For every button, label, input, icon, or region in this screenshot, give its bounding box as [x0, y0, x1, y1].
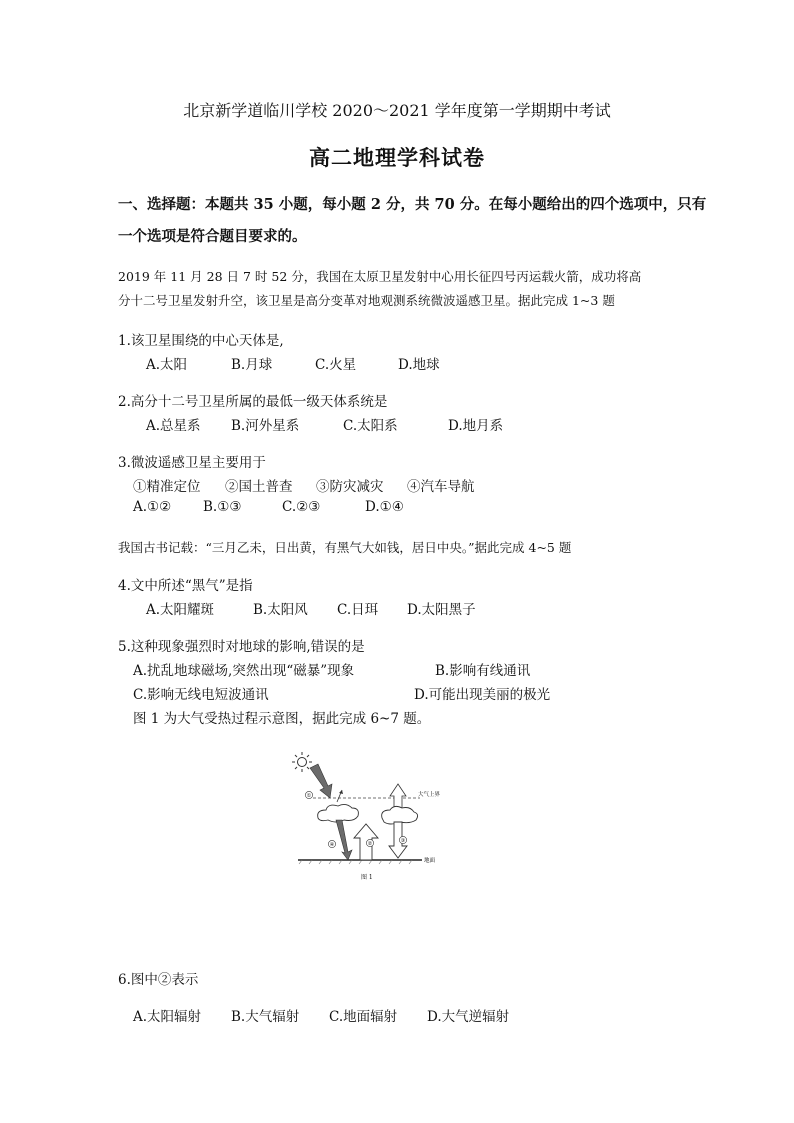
question-5-stem: 5.这种现象强烈时对地球的影响,错误的是: [118, 639, 365, 655]
sun-icon: [292, 752, 312, 772]
question-6-option-c: C.地面辐射: [329, 1009, 398, 1025]
question-4-stem: 4.文中所述“黑气”是指: [118, 578, 253, 594]
marker-1: ①: [306, 793, 312, 799]
question-5-option-b: B.影响有线通讯: [435, 663, 531, 679]
question-3-item-4: ④汽车导航: [407, 479, 475, 495]
question-5-option-d: D.可能出现美丽的极光: [414, 687, 551, 703]
question-6-option-d: D.大气逆辐射: [427, 1009, 510, 1025]
cloud-right: [382, 806, 418, 824]
question-3-item-3: ③防灾减灾: [316, 479, 384, 495]
passage-1-line-1: 2019 年 11 月 28 日 7 时 52 分，我国在太原卫星发射中心用长征四号丙运载火箭，成功将高: [118, 269, 642, 284]
atmosphere-heating-diagram: [290, 748, 460, 878]
section-line-1: 一、选择题：本题共 35 小题，每小题 2 分，共 70 分。在每小题给出的四个选项中，只有: [118, 196, 707, 213]
question-4-option-c: C.日珥: [337, 602, 379, 618]
passage-1-line-2: 分十二号卫星发射升空，该卫星是高分变革对地观测系统微波遥感卫星。据此完成 1~3 题: [118, 293, 615, 308]
question-6-option-b: B.大气辐射: [231, 1009, 300, 1025]
question-3-option-a: A.①②: [133, 499, 172, 515]
marker-4: ④: [329, 842, 335, 848]
label-ground: 地面: [424, 858, 436, 864]
question-2-option-d: D.地月系: [448, 418, 504, 434]
question-2-option-c: C.太阳系: [343, 418, 398, 434]
section-line-2: 一个选项是符合题目要求的。: [118, 228, 307, 245]
question-2-option-a: A.总星系: [146, 418, 201, 434]
question-3-option-d: D.①④: [365, 499, 404, 515]
question-6-option-a: A.太阳辐射: [133, 1009, 202, 1025]
question-5-option-c: C.影响无线电短波通讯: [133, 687, 269, 703]
question-3-item-1: ①精准定位: [133, 479, 201, 495]
question-4-option-b: B.太阳风: [253, 602, 308, 618]
question-2-option-b: B.河外星系: [231, 418, 300, 434]
question-2-stem: 2.高分十二号卫星所属的最低一级天体系统是: [118, 394, 388, 410]
question-6-stem: 6.图中②表示: [118, 972, 199, 988]
question-3-option-b: B.①③: [203, 499, 242, 515]
question-1-option-c: C.火星: [315, 357, 357, 373]
question-3-stem: 3.微波遥感卫星主要用于: [118, 455, 266, 471]
label-atmosphere-top: 大气上界: [418, 792, 441, 798]
question-4-option-d: D.太阳黑子: [407, 602, 476, 618]
school-line: 北京新学道临川学校 2020～2021 学年度第一学期期中考试: [183, 101, 611, 120]
passage-3: 图 1 为大气受热过程示意图，据此完成 6~7 题。: [133, 711, 431, 727]
cloud-left: [318, 804, 359, 822]
passage-2: 我国古书记载：“三月乙未，日出黄，有黑气大如钱，居日中央。”据此完成 4~5 题: [118, 540, 572, 555]
exam-title: 高二地理学科试卷: [309, 145, 485, 170]
marker-3: ③: [400, 838, 406, 844]
solar-radiation-arrow: [310, 764, 332, 798]
question-3-option-c: C.②③: [282, 499, 321, 515]
diagram-svg: [290, 748, 460, 878]
figure-caption: 图 1: [361, 874, 373, 881]
question-5-option-a: A.扰乱地球磁场,突然出现“磁暴”现象: [133, 663, 355, 679]
question-4-option-a: A.太阳耀斑: [146, 602, 215, 618]
question-1-option-b: B.月球: [231, 357, 273, 373]
marker-2: ②: [367, 841, 373, 847]
question-3-item-2: ②国土普查: [225, 479, 293, 495]
radiation-to-ground-arrow: [336, 820, 352, 860]
question-1-option-d: D.地球: [398, 357, 440, 373]
ground-radiation-arrow: [354, 824, 378, 860]
question-1-option-a: A.太阳: [146, 357, 188, 373]
question-1-stem: 1.该卫星围绕的中心天体是,: [118, 333, 284, 349]
